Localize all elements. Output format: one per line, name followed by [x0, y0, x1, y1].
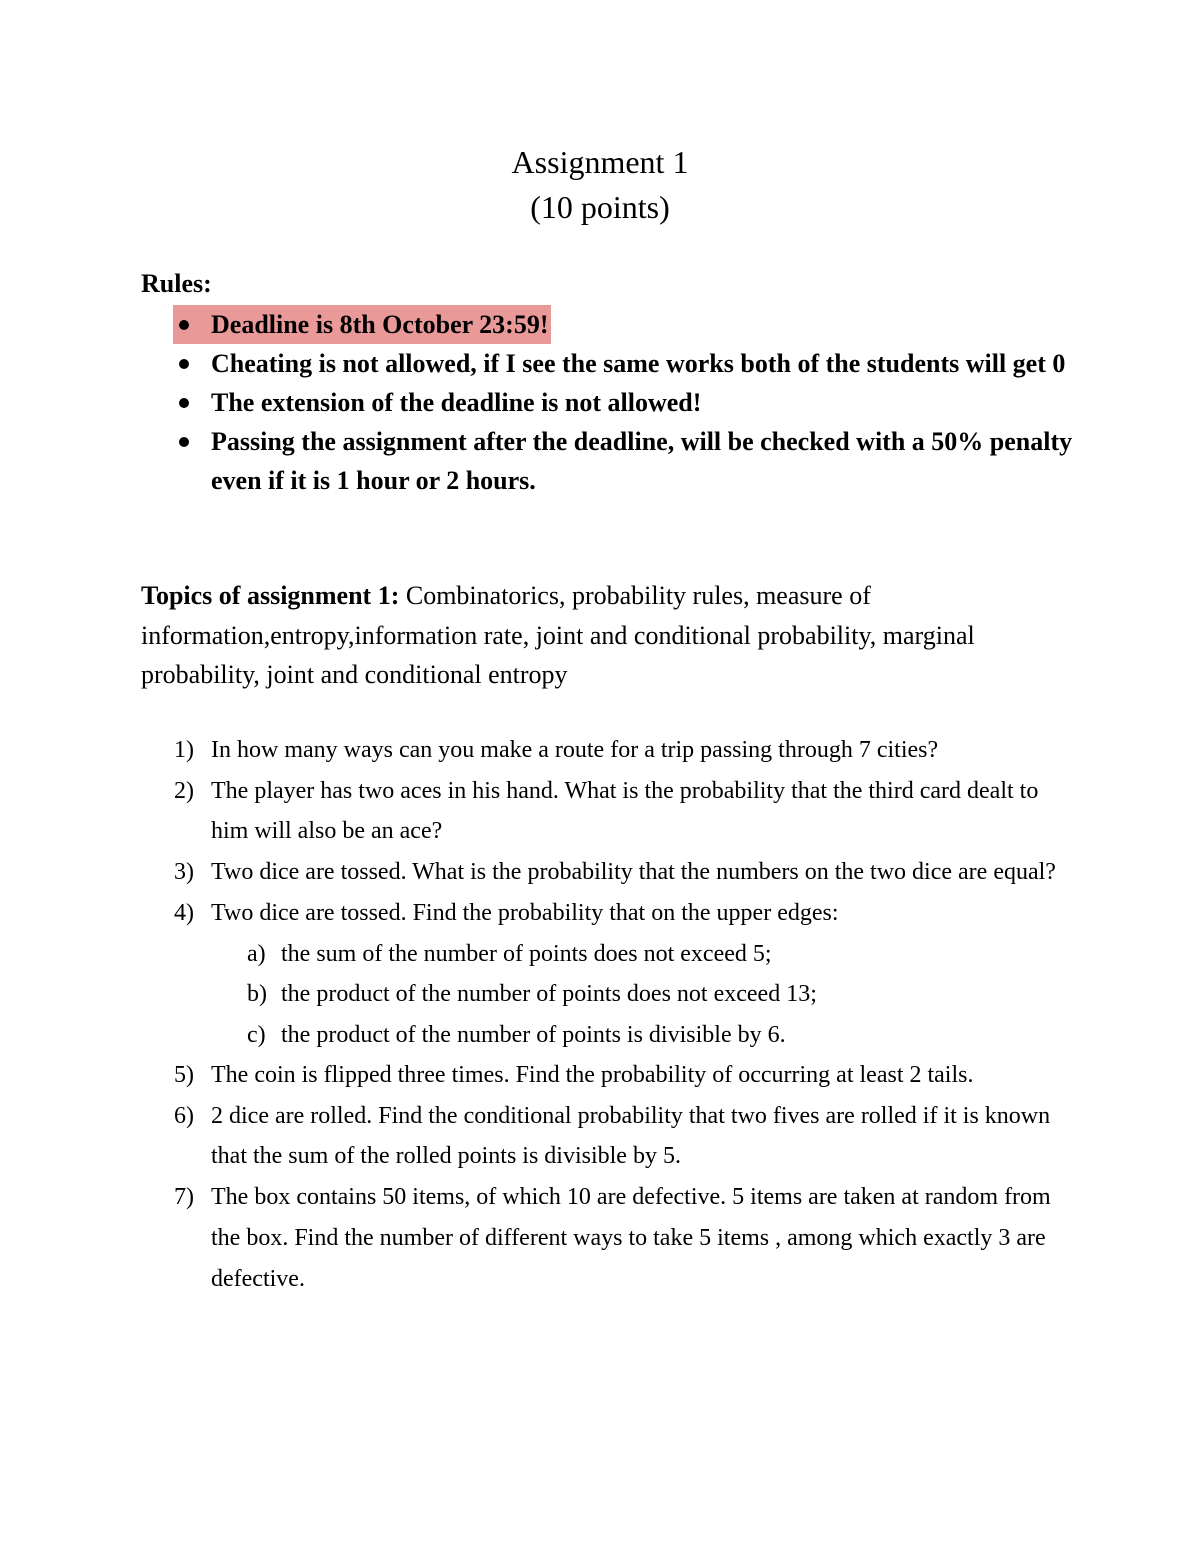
question-number: 2) — [174, 777, 194, 804]
rule-item — [141, 305, 1081, 344]
bullet-icon — [179, 320, 189, 330]
topics-paragraph — [141, 576, 1041, 695]
question-text: Two dice are tossed. Find the probability that on the upper edges: — [211, 899, 839, 926]
rule-item — [141, 344, 1081, 383]
bullet-icon — [179, 437, 189, 447]
question-number: 5) — [174, 1062, 194, 1089]
question-text: The box contains 50 items, of which 10 are defective. 5 items are taken at random from the box. Find the number of different ways to take 5 items , among which exactly 3 are defective. — [211, 1184, 1051, 1292]
question-number: 6) — [174, 1102, 194, 1129]
question-item — [141, 893, 1081, 1055]
subquestion-letter: a) — [247, 940, 266, 967]
subquestion-text: the product of the number of points is divisible by 6. — [281, 1021, 786, 1048]
question-number: 4) — [174, 899, 194, 926]
question-text: Two dice are tossed. What is the probability that the numbers on the two dice are equal? — [211, 859, 1056, 886]
rule-text: The extension of the deadline is not allowed! — [211, 388, 702, 417]
rule-text: Passing the assignment after the deadline, will be checked with a 50% penalty even if it is 1 hour or 2 hours. — [211, 427, 1073, 495]
questions-list — [141, 730, 1081, 1299]
subquestion-item — [211, 1015, 1081, 1056]
subquestion-letter: c) — [247, 1021, 266, 1048]
question-number: 7) — [174, 1184, 194, 1211]
subquestion-text: the product of the number of points does not exceed 13; — [281, 981, 817, 1008]
subquestion-item — [211, 974, 1081, 1015]
subquestion-letter: b) — [247, 981, 267, 1008]
page-title: Assignment 1 — [511, 144, 689, 180]
rule-item — [141, 422, 1081, 500]
rule-deadline-highlighted: Deadline is 8th October 23:59! — [173, 305, 551, 344]
topics-label: Topics of assignment 1: — [141, 581, 400, 610]
question-item — [141, 1177, 1081, 1299]
question-text: In how many ways can you make a route for a trip passing through 7 cities? — [211, 737, 939, 763]
subquestion-text: the sum of the number of points does not exceed 5; — [281, 940, 772, 967]
subquestion-list — [211, 934, 1081, 1056]
question-item — [141, 730, 1081, 771]
rules-list — [141, 305, 1081, 500]
question-item — [141, 771, 1081, 852]
rules-heading: Rules: — [141, 269, 212, 298]
question-text: 2 dice are rolled. Find the conditional probability that two fives are rolled if it is known that the sum of the rolled points is divisible by 5. — [211, 1102, 1051, 1170]
bullet-icon — [179, 398, 189, 408]
bullet-icon — [179, 359, 189, 369]
rule-text: Cheating is not allowed, if I see the same works both of the students will get 0 — [211, 349, 1066, 378]
question-text: The player has two aces in his hand. What is the probability that the third card dealt to him will also be an ace? — [211, 777, 1039, 845]
topics-text: Combinatorics, probability rules, measure of information,entropy,information rate, joint and conditional probability, marginal probability, joint and conditional entropy — [141, 581, 975, 689]
question-item — [141, 852, 1081, 893]
subquestion-item — [211, 934, 1081, 975]
question-text: The coin is flipped three times. Find the probability of occurring at least 2 tails. — [211, 1062, 974, 1089]
rule-item — [141, 383, 1081, 422]
question-number: 3) — [174, 859, 194, 886]
question-number: 1) — [174, 737, 194, 763]
question-item — [141, 1055, 1081, 1096]
page-subtitle: (10 points) — [530, 189, 670, 225]
question-item — [141, 1096, 1081, 1177]
